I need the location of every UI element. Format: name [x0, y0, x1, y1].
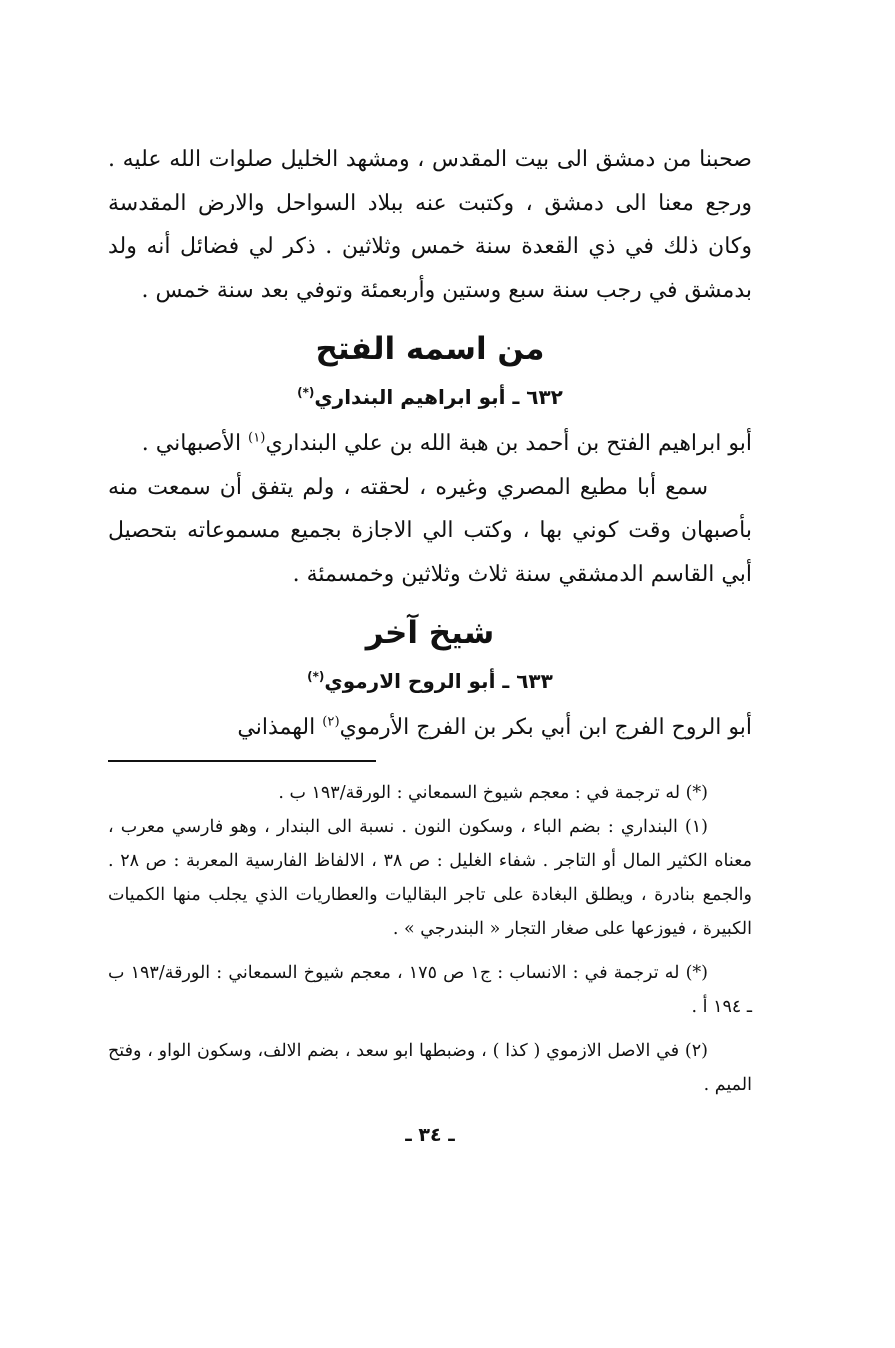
footnote-marker: (*)	[297, 385, 315, 400]
footnote-divider	[108, 760, 376, 762]
section-heading-al-fath: من اسمه الفتح	[315, 331, 545, 367]
footnote-1: (١) البنداري : بضم الباء ، وسكون النون . نسبة الى البندار ، وهو فارسي معرب ، معناه الكثير المال أو التاجر . شفاء الغليل : ص ٣٨ ، الالفاظ الفارسية المعربة : ص ٢٨ . والجمع بنادرة ، ويطلق البغادة على تاجر البقاليات والعطاريات الذي يجلب منها الكميات الكبيرة ، فيوزعها على صغار التجار « البندرجي » .	[108, 816, 752, 939]
book-page	[108, 138, 752, 1146]
entry-title-633	[108, 664, 752, 698]
footnotes-group-3	[108, 1034, 752, 1102]
footnote-star-1: (*) له ترجمة في : معجم شيوخ السمعاني : الورقة/١٩٣ ب .	[278, 782, 708, 803]
footnote-marker: (١)	[248, 430, 266, 446]
entry-title-text: ٦٣٢ ـ أبو ابراهيم البنداري	[314, 385, 563, 409]
entry-name-continuation: الهمذاني	[237, 715, 323, 740]
entry-632-body: سمع أبا مطيع المصري وغيره ، لحقته ، ولم يتفق أن سمعت منه بأصبهان وقت كوني بها ، وكتب الي الاجازة بجميع مسموعاته بتحصيل أبي القاسم الدمشقي سنة ثلاث وثلاثين وخمسمئة .	[108, 474, 752, 587]
footnotes-group-2	[108, 956, 752, 1024]
section-heading-another-sheikh: شيخ آخر	[365, 615, 495, 651]
intro-paragraph: صحبنا من دمشق الى بيت المقدس ، ومشهد الخليل صلوات الله عليه . ورجع معنا الى دمشق ، وكتبت عنه ببلاد السواحل والارض المقدسة وكان ذلك في ذي القعدة سنة خمس وثلاثين . ذكر لي فضائل أنه ولد بدمشق في رجب سنة سبع وستين وأربعمئة وتوفي بعد سنة خمس .	[108, 147, 752, 303]
footnote-star-2: (*) له ترجمة في : الانساب : ج١ ص ١٧٥ ، معجم شيوخ السمعاني : الورقة/١٩٣ ب ـ ١٩٤ أ .	[108, 962, 752, 1017]
entry-632-name	[108, 422, 752, 466]
entry-title-632	[108, 380, 752, 414]
footnote-marker: (*)	[307, 669, 325, 684]
entry-name-text: أبو الروح الفرج ابن أبي بكر بن الفرج الأرموي	[339, 715, 752, 740]
footnote-2: (٢) في الاصل الازموي ( كذا ) ، وضبطها ابو سعد ، بضم الالف، وسكون الواو ، وفتح الميم .	[108, 1040, 752, 1095]
entry-title-text: ٦٣٣ ـ أبو الروح الارموي	[324, 669, 553, 693]
footnote-marker: (٢)	[322, 714, 340, 730]
entry-name-text: أبو ابراهيم الفتح بن أحمد بن هبة الله بن علي البنداري	[265, 431, 752, 456]
page-number: ـ ٣٤ ـ	[405, 1123, 455, 1146]
entry-633-name	[108, 706, 752, 750]
footnotes-group-1	[108, 776, 752, 946]
entry-name-continuation: الأصبهاني .	[141, 431, 249, 456]
